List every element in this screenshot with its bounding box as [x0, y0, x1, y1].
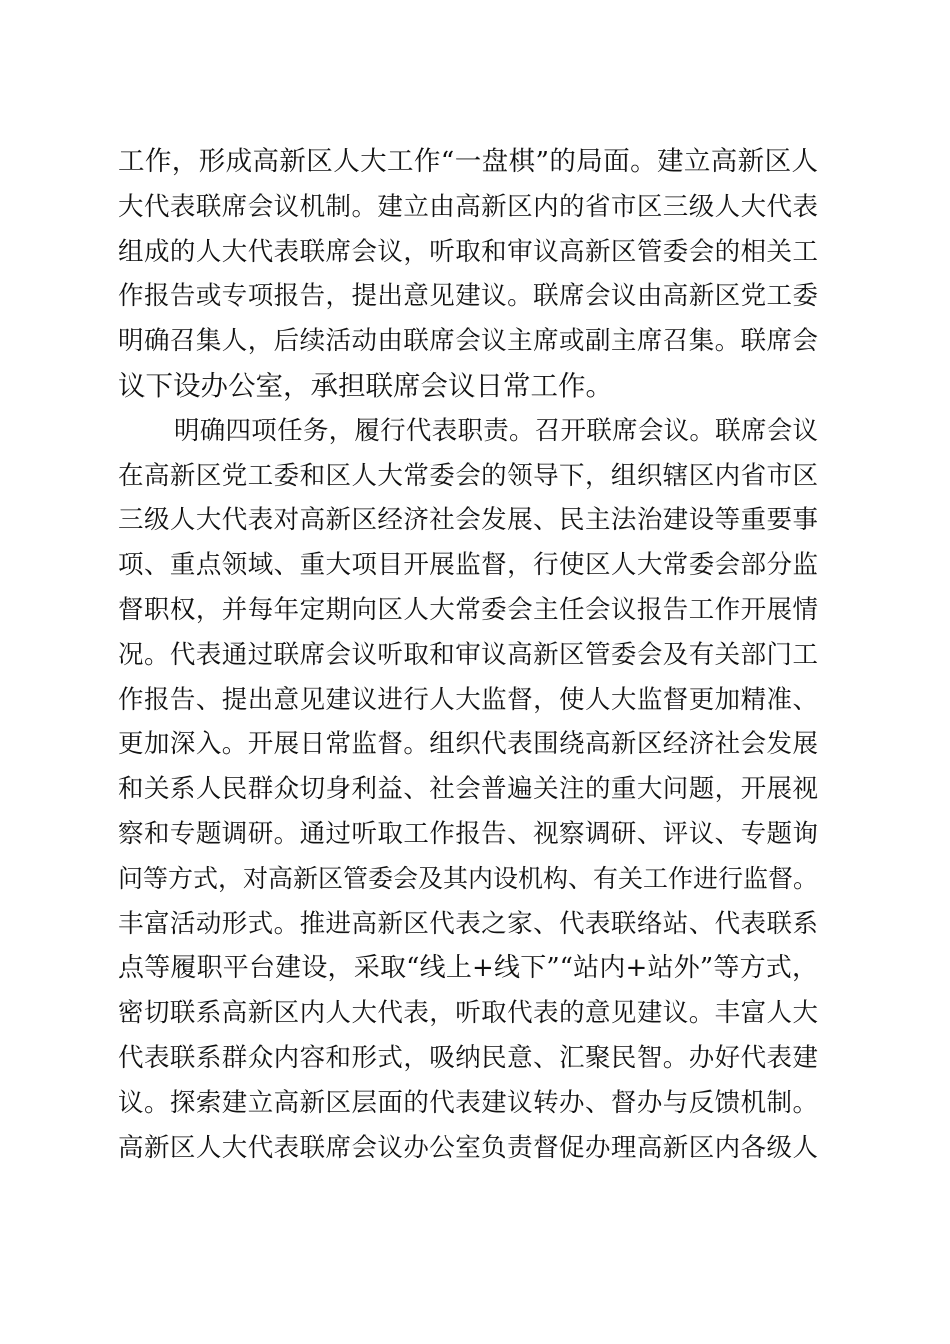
text-line: 点等履职平台建设，采取“线上+线下”“站内+站外”等方式， [118, 953, 818, 984]
text-line: 况。代表通过联席会议听取和审议高新区管委会及有关部门工 [118, 639, 818, 670]
text-line: 丰富活动形式。推进高新区代表之家、代表联络站、代表联系 [118, 908, 818, 939]
text-line: 作报告或专项报告，提出意见建议。联席会议由高新区党工委 [118, 281, 818, 312]
text-line: 代表联系群众内容和形式，吸纳民意、汇聚民智。办好代表建 [118, 1042, 818, 1073]
document-body [118, 140, 818, 1170]
text-line: 作报告、提出意见建议进行人大监督，使人大监督更加精准、 [118, 684, 818, 715]
text-line: 工作，形成高新区人大工作“一盘棋”的局面。建立高新区人 [118, 146, 818, 177]
text-line: 明确召集人，后续活动由联席会议主席或副主席召集。联席会 [118, 326, 818, 357]
text-line: 问等方式，对高新区管委会及其内设机构、有关工作进行监督。 [118, 863, 819, 893]
text-line: 更加深入。开展日常监督。组织代表围绕高新区经济社会发展 [118, 729, 818, 760]
paragraph-start-line: 明确四项任务，履行代表职责。召开联席会议。联席会议 [174, 415, 818, 446]
text-line: 组成的人大代表联席会议，听取和审议高新区管委会的相关工 [118, 236, 818, 267]
text-line: 议下设办公室，承担联席会议日常工作。 [118, 369, 613, 402]
text-line: 在高新区党工委和区人大常委会的领导下，组织辖区内省市区 [118, 460, 818, 491]
text-line: 督职权，并每年定期向区人大常委会主任会议报告工作开展情 [118, 594, 818, 625]
text-line: 和关系人民群众切身利益、社会普遍关注的重大问题，开展视 [118, 774, 818, 805]
text-line: 察和专题调研。通过听取工作报告、视察调研、评议、专题询 [118, 818, 818, 849]
text-line: 密切联系高新区内人大代表，听取代表的意见建议。丰富人大 [118, 998, 818, 1029]
text-line: 议。探索建立高新区层面的代表建议转办、督办与反馈机制。 [118, 1087, 818, 1118]
text-line: 项、重点领域、重大项目开展监督，行使区人大常委会部分监 [118, 550, 818, 581]
text-line: 大代表联席会议机制。建立由高新区内的省市区三级人大代表 [118, 191, 818, 222]
text-line: 三级人大代表对高新区经济社会发展、民主法治建设等重要事 [118, 505, 818, 536]
text-line: 高新区人大代表联席会议办公室负责督促办理高新区内各级人 [118, 1132, 818, 1163]
